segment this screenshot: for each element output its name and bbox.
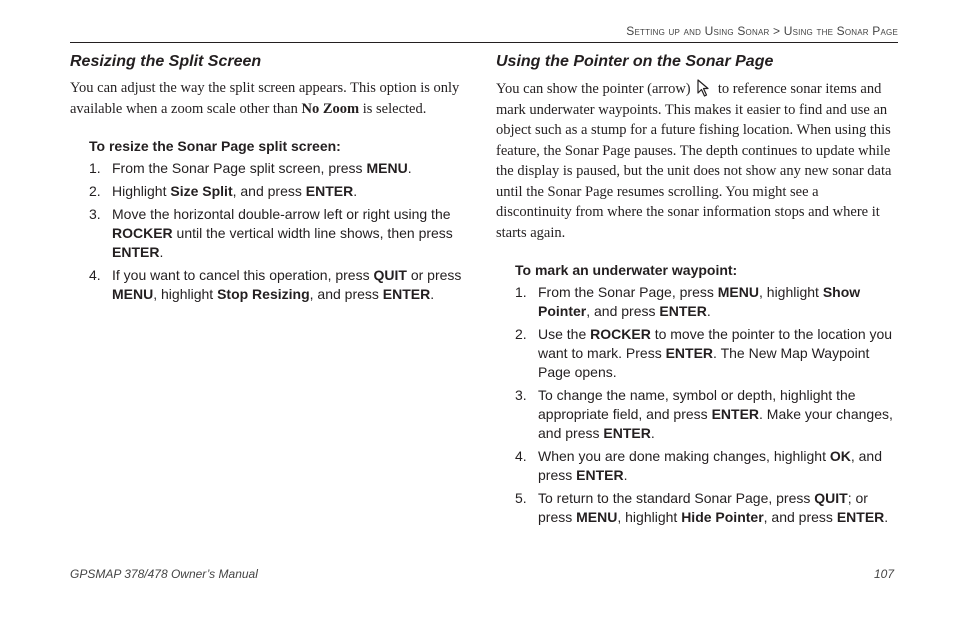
- procedure-title-resize: To resize the Sonar Page split screen:: [89, 138, 341, 154]
- header-page-section: Using the Sonar Page: [783, 24, 898, 38]
- waypoint-steps: [496, 283, 896, 527]
- section-title-resizing: Resizing the Split Screen: [70, 53, 262, 70]
- step-text: , and press: [309, 286, 383, 302]
- step-number: 4.: [515, 448, 527, 464]
- step-key: QUIT: [373, 267, 407, 283]
- step-number: 5.: [515, 490, 527, 506]
- step-key: ENTER: [665, 345, 714, 361]
- footer-manual-title: GPSMAP 378/478 Owner’s Manual: [70, 567, 258, 581]
- step-key: OK: [829, 448, 851, 464]
- step-text: , highlight: [153, 286, 218, 302]
- step-text: or press: [406, 267, 462, 283]
- step-text: .: [623, 467, 628, 483]
- step-key: ROCKER: [112, 225, 173, 241]
- pointer-intro: [496, 78, 896, 243]
- step-number: 2.: [515, 326, 527, 342]
- list-item: [496, 325, 896, 382]
- step-key: Hide Pointer: [681, 509, 764, 525]
- step-key: ENTER: [659, 303, 707, 319]
- step-key: ENTER: [576, 467, 624, 483]
- step-text: .: [407, 160, 412, 176]
- step-text: .: [884, 509, 889, 525]
- header-rule: [70, 42, 898, 43]
- list-item: [70, 205, 470, 262]
- pointer-arrow-icon: [696, 78, 712, 98]
- step-text: .: [430, 286, 435, 302]
- resize-steps: [70, 159, 470, 304]
- step-text: .: [706, 303, 711, 319]
- step-text: .: [650, 425, 655, 441]
- step-text: ; or press: [538, 490, 868, 525]
- step-number: 3.: [515, 387, 527, 403]
- intro-text: to reference sonar items and mark underwater waypoints. This makes it easier to find and use an object such as a stump for a future fishing location. When using this feature, the Sonar Page pauses. The depth continues to update while the display is paused, but the unit does not show any new sonar data until the Sonar Page resumes scrolling. You might see a discontinuity from where the sonar information stops and where it starts again.: [496, 81, 892, 241]
- step-text: , and press: [232, 183, 306, 199]
- resizing-intro: [70, 78, 470, 119]
- step-text: , highlight: [759, 284, 823, 300]
- step-text: To change the name, symbol or depth, highlight the appropriate field, and press: [538, 387, 856, 422]
- section-title-pointer: Using the Pointer on the Sonar Page: [496, 53, 774, 70]
- step-text: , highlight: [617, 509, 682, 525]
- step-text: . Make your changes, and press: [538, 406, 893, 441]
- step-text: , and press: [586, 303, 660, 319]
- step-key: ENTER: [112, 244, 160, 260]
- step-number: 4.: [89, 267, 101, 283]
- header-section: Setting up and Using Sonar: [626, 24, 770, 38]
- list-item: [496, 447, 896, 485]
- list-item: [496, 283, 896, 321]
- left-column: [70, 52, 470, 308]
- step-key: ROCKER: [590, 326, 651, 342]
- step-text: To return to the standard Sonar Page, press: [538, 490, 815, 506]
- step-key: MENU: [112, 286, 154, 302]
- step-text: Use the: [538, 326, 591, 342]
- step-number: 3.: [89, 206, 101, 222]
- intro-text: You can adjust the way the split screen appears. This option is only available when a zoom scale other than: [70, 80, 460, 117]
- step-text: . The New Map Waypoint Page opens.: [538, 345, 870, 380]
- procedure-title-waypoint: To mark an underwater waypoint:: [515, 262, 738, 278]
- step-key: Size Split: [170, 183, 233, 199]
- step-key: ENTER: [305, 183, 354, 199]
- list-item: [496, 386, 896, 443]
- step-key: QUIT: [814, 490, 848, 506]
- step-text: Move the horizontal double-arrow left or right using the: [112, 206, 451, 222]
- step-key: ENTER: [836, 509, 885, 525]
- step-number: 1.: [89, 160, 101, 176]
- intro-bold: No Zoom: [301, 100, 360, 117]
- list-item: [496, 489, 896, 527]
- step-key: Show Pointer: [538, 284, 861, 319]
- step-text: , and press: [763, 509, 837, 525]
- step-key: ENTER: [711, 406, 760, 422]
- step-key: ENTER: [603, 425, 651, 441]
- right-column: [496, 52, 896, 531]
- step-text: From the Sonar Page, press: [538, 284, 718, 300]
- step-key: MENU: [717, 284, 759, 300]
- list-item: [70, 266, 470, 304]
- running-header: [70, 24, 898, 38]
- step-key: ENTER: [382, 286, 431, 302]
- step-text: Highlight: [112, 183, 171, 199]
- step-number: 2.: [89, 183, 101, 199]
- list-item: [70, 159, 470, 178]
- step-key: MENU: [366, 160, 408, 176]
- list-item: [70, 182, 470, 201]
- header-separator: >: [769, 24, 784, 38]
- footer-page-number: 107: [873, 567, 894, 581]
- intro-text: You can show the pointer (arrow): [496, 81, 695, 97]
- step-text: From the Sonar Page split screen, press: [112, 160, 367, 176]
- step-key: Stop Resizing: [217, 286, 310, 302]
- step-text: to move the pointer to the location you want to mark. Press: [538, 326, 893, 361]
- step-text: When you are done making changes, highlight: [538, 448, 830, 464]
- step-text: .: [353, 183, 358, 199]
- step-text: , and press: [538, 448, 882, 483]
- step-text: until the vertical width line shows, then press: [172, 225, 453, 241]
- step-number: 1.: [515, 284, 527, 300]
- intro-text: is selected.: [359, 100, 427, 117]
- step-key: MENU: [576, 509, 618, 525]
- step-text: If you want to cancel this operation, press: [112, 267, 374, 283]
- step-text: .: [159, 244, 164, 260]
